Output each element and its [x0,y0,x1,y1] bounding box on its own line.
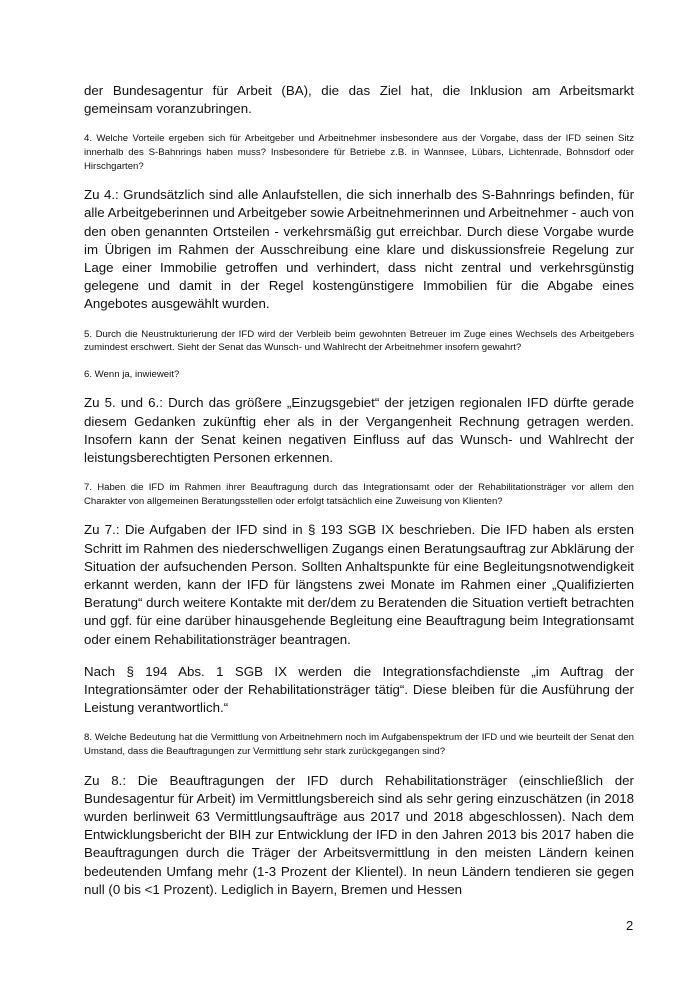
answer-8: Zu 8.: Die Beauftragungen der IFD durch Rehabilitationsträger (einschließlich der Bundesagentur für Arbeit) im Vermittlungsbereich sind als sehr gering einzuschätzen (in 2018 wurden berlinweit 63 Vermittlungsaufträge aus 2017 und 2018 abgeschlossen). Nach dem Entwicklungsbericht der BIH zur Entwicklung der IFD in den Jahren 2013 bis 2017 haben die Beauftragungen durch die Träger der Arbeitsvermittlung in den meisten Ländern keinen bedeutenden Umfang mehr (1-3 Prozent der Klientel). In neun Ländern tendieren sie gegen null (0 bis <1 Prozent). Lediglich in Bayern, Bremen und Hessen [84,772,634,897]
question-5: 5. Durch die Neustrukturierung der IFD wird der Verbleib beim gewohnten Betreuer im Zuge eines Wechsels des Arbeitgebers zumindest erschwert. Sieht der Senat das Wunsch- und Wahlrecht der Arbeitnehmer insofern gewahrt? [84,328,634,354]
question-8: 8. Welche Bedeutung hat die Vermittlung von Arbeitnehmern noch im Aufgabenspektrum der IFD und wie beurteilt der Senat den Umstand, dass die Beauftragungen zur Vermittlung sehr stark zurückgegangen sind? [84,732,634,758]
answer-7-continued: Nach § 194 Abs. 1 SGB IX werden die Integrationsfachdienste „im Auftrag der Integrationsämter oder der Rehabilitationsträger tätig“. Diese bleiben für die Ausführung der Leistung verantwortlich.“ [84,663,634,716]
answer-4: Zu 4.: Grundsätzlich sind alle Anlaufstellen, die sich innerhalb des S-Bahnrings befinden, für alle Arbeitgeberinnen und Arbeitgeber sowie Arbeitnehmerinnen und Arbeitnehmer - auch von den oben genannten Ortsteilen - verkehrsmäßig gut erreichbar. Durch diese Vorgabe wurde im Übrigen im Rahmen der Ausschreibung eine klare und diskussionsfreie Regelung zur Lage einer Immobilie getroffen und verhindert, dass nicht zentral und verkehrsgünstig gelegene und damit in der Regel kostengünstigere Immobilien für die Abgabe eines Angebotes ausgewählt wurden. [84,187,634,312]
answer-5-6: Zu 5. und 6.: Durch das größere „Einzugsgebiet“ der jetzigen regionalen IFD dürfte gerade diesem Gedanken zukünftig eher als in der Vergangenheit Rechnung getragen werden. Insofern kann der Senat keinen negativen Einfluss auf das Wunsch- und Wahlrecht der leistungsberechtigten Personen erkennen. [84,395,634,465]
page-number: 2 [626,918,634,933]
question-7: 7. Haben die IFD im Rahmen ihrer Beauftragung durch das Integrationsamt oder der Rehabilitationsträger vor allem den Charakter von allgemeinen Beratungsstellen oder erfolgt tatsächlich eine Zuweisung von Klienten? [84,482,634,507]
answer-7: Zu 7.: Die Aufgaben der IFD sind in § 193 SGB IX beschrieben. Die IFD haben als ersten Schritt im Rahmen des niederschwelligen Zugangs einen Beratungsauftrag zur Abklärung der Situation der aufsuchenden Person. Sollten Anhaltspunkte für eine Begleitungsnotwendigkeit erkannt werden, kann der IFD für längstens zwei Monate im Rahmen einer „Qualifizierten Beratung“ durch weitere Kontakte mit der/dem zu Beratenden die Situation vertieft betrachten und ggf. für eine darüber hinausgehende Begleitung eine Beauftragung beim Integrationsamt oder einem Rehabilitationsträger beantragen. [84,522,634,647]
question-4: 4. Welche Vorteile ergeben sich für Arbeitgeber und Arbeitnehmer insbesondere aus der Vorgabe, dass der IFD seinen Sitz innerhalb des S-Bahnrings haben muss? Insbesondere für Betriebe z.B. in Wannsee, Lübars, Lichtenrade, Bohnsdorf oder Hirschgarten? [84,133,634,172]
paragraph-intro-continuation: der Bundesagentur für Arbeit (BA), die das Ziel hat, die Inklusion am Arbeitsmarkt gemeinsam voranzubringen. [84,83,634,117]
document-page [84,82,634,910]
question-6: 6. Wenn ja, inwieweit? [84,368,180,380]
